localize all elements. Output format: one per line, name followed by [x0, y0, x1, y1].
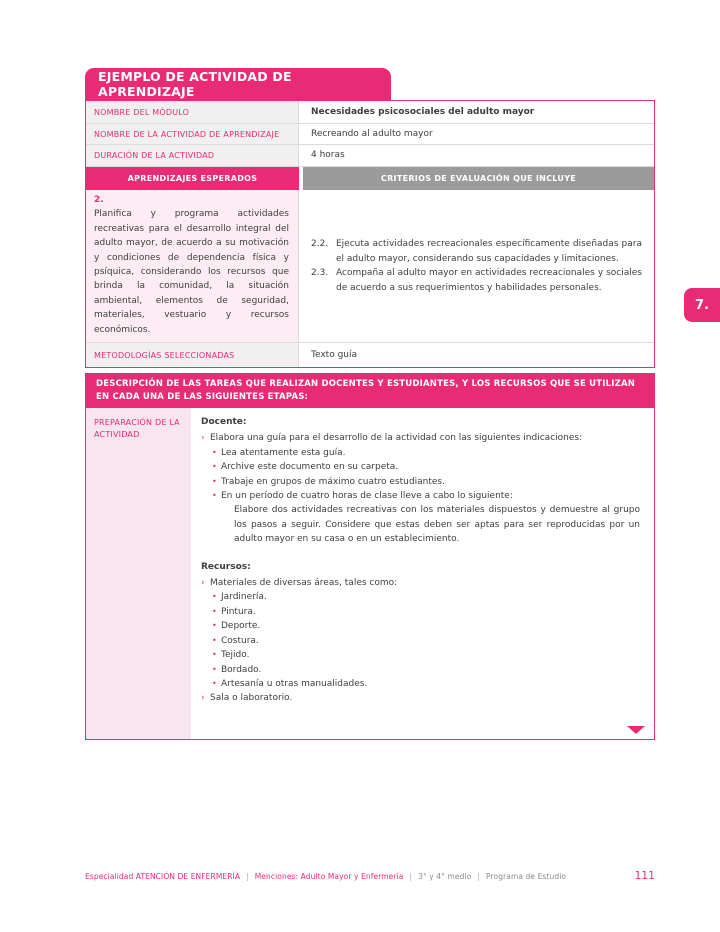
preparation-row — [86, 408, 654, 739]
duration-value: 4 horas — [311, 150, 345, 161]
module-name-label: NOMBRE DEL MÓDULO — [86, 101, 299, 123]
continuation-triangle-icon — [627, 726, 645, 734]
list-item — [201, 431, 640, 445]
list-item — [212, 605, 640, 619]
page-number: 111 — [634, 870, 655, 882]
methodology-label: METODOLOGÍAS SELECCIONADAS — [86, 343, 299, 367]
learning-number: 2. — [94, 195, 104, 206]
list-item — [212, 489, 640, 503]
methodology-row — [86, 342, 654, 367]
bullet-icon: • — [212, 664, 217, 674]
footer-separator: | — [477, 871, 481, 881]
preparation-label: PREPARACIÓN DE LA ACTIVIDAD — [86, 408, 191, 739]
preparation-content — [191, 408, 654, 739]
table-row — [86, 124, 654, 145]
learning-criteria-row — [86, 190, 654, 342]
spacer — [201, 547, 640, 560]
bullet-icon: • — [212, 606, 217, 616]
bullet-icon: • — [212, 635, 217, 645]
list-item-text: Costura. — [221, 635, 259, 646]
list-item — [212, 446, 640, 460]
criteria-item — [311, 237, 642, 266]
methodology-value: Texto guía — [311, 350, 358, 361]
bullet-icon: • — [212, 650, 217, 660]
list-item — [212, 648, 640, 662]
learning-text: Planifica y programa actividades recreativas para el desarrollo integral del adulto mayor, de acuerdo a su motivación y condiciones de dependencia física y psíquica, considerando los recursos que brinda la comunidad, la situación ambiental, elementos de seguridad, materiales, vestuario y recursos económicos. — [94, 209, 289, 335]
activity-name-label: NOMBRE DE LA ACTIVIDAD DE APRENDIZAJE — [86, 124, 299, 144]
bullet-icon: • — [212, 678, 217, 688]
list-item-text: Deporte. — [221, 621, 261, 632]
activity-example-title: EJEMPLO DE ACTIVIDAD DE APRENDIZAJE — [85, 68, 391, 100]
list-item-text: Trabaje en grupos de máximo cuatro estudiantes. — [221, 476, 445, 487]
activity-name-value: Recreando al adulto mayor — [311, 129, 433, 140]
instruction-note: Elabore dos actividades recreativas con los materiales dispuestos y demuestre al grupo los pasos a seguir. Considere que estas deben ser aptas para ser reproducidas por un adulto mayor en su casa o en un establecimiento. — [234, 505, 640, 545]
criteria-text: Ejecuta actividades recreacionales específicamente diseñadas para el adulto mayor, considerando sus capacidades y limitaciones. — [336, 239, 642, 264]
footer-mentions: Menciones: Adulto Mayor y Enfermería — [254, 871, 404, 881]
list-item — [212, 475, 640, 489]
criteria-number: 2.3. — [311, 268, 329, 279]
list-item-text: Elabora una guía para el desarrollo de la actividad con las siguientes indicaciones: — [210, 433, 583, 444]
footer-separator: | — [246, 871, 249, 881]
criteria-number: 2.2. — [311, 239, 329, 250]
criteria-cell — [299, 190, 654, 342]
bullet-icon: • — [212, 462, 217, 472]
module-name-value: Necesidades psicosociales del adulto mayor — [311, 107, 535, 118]
list-item — [212, 619, 640, 633]
chevron-icon: › — [201, 578, 205, 589]
footer-grade: 3° y 4° medio — [418, 871, 472, 881]
list-item-text: Lea atentamente esta guía. — [221, 447, 346, 458]
docente-heading: Docente: — [201, 417, 247, 427]
list-item-text: Tejido. — [221, 650, 250, 661]
page-footer — [85, 870, 655, 882]
expected-learning-cell — [86, 190, 299, 342]
list-item-text: En un período de cuatro horas de clase lleve a cabo lo siguiente: — [221, 491, 513, 502]
list-item — [201, 576, 640, 590]
list-item-text: Artesanía u otras manualidades. — [221, 678, 368, 689]
footer-separator: | — [409, 871, 413, 881]
footer-program: Programa de Estudio — [486, 871, 567, 881]
criteria-item — [311, 266, 642, 295]
footer-breadcrumb — [85, 872, 566, 881]
chevron-icon: › — [201, 693, 205, 704]
footer-specialty: Especialidad ATENCIÓN DE ENFERMERÍA — [85, 871, 241, 881]
table-row — [86, 101, 654, 124]
list-item-text: Bordado. — [221, 664, 262, 675]
evaluation-criteria-header: CRITERIOS DE EVALUACIÓN QUE INCLUYE — [303, 167, 654, 191]
list-item — [212, 677, 640, 691]
list-item-text: Sala o laboratorio. — [210, 693, 293, 704]
list-item — [212, 663, 640, 677]
bullet-icon: • — [212, 491, 217, 501]
list-item — [212, 634, 640, 648]
bullet-icon: • — [212, 621, 217, 631]
bullet-icon: • — [212, 592, 217, 602]
task-description-table — [85, 373, 655, 740]
list-item-text: Jardinería. — [221, 592, 267, 603]
bullet-icon: • — [212, 447, 217, 457]
list-item — [201, 691, 640, 705]
table-row — [86, 145, 654, 166]
list-item-text: Archive este documento en su carpeta. — [221, 462, 399, 473]
chapter-side-tab: 7. — [684, 288, 720, 322]
column-header-row — [86, 167, 654, 191]
list-item-text: Pintura. — [221, 606, 256, 617]
expected-learning-header: APRENDIZAJES ESPERADOS — [86, 167, 299, 191]
criteria-text: Acompaña al adulto mayor en actividades recreacionales y sociales de acuerdo a sus requerimientos y habilidades personales. — [336, 268, 642, 293]
list-item-text: Materiales de diversas áreas, tales como: — [210, 578, 398, 589]
list-item — [212, 460, 640, 474]
recursos-heading: Recursos: — [201, 561, 251, 572]
activity-meta-table — [85, 100, 655, 368]
list-item — [212, 590, 640, 604]
task-description-header: DESCRIPCIÓN DE LAS TAREAS QUE REALIZAN DOCENTES Y ESTUDIANTES, Y LOS RECURSOS QUE SE UTILIZAN EN CADA UNA DE LAS SIGUIENTES ETAPAS: — [86, 374, 654, 408]
duration-label: DURACIÓN DE LA ACTIVIDAD — [86, 145, 299, 165]
chevron-icon: › — [201, 433, 205, 444]
bullet-icon: • — [212, 476, 217, 486]
